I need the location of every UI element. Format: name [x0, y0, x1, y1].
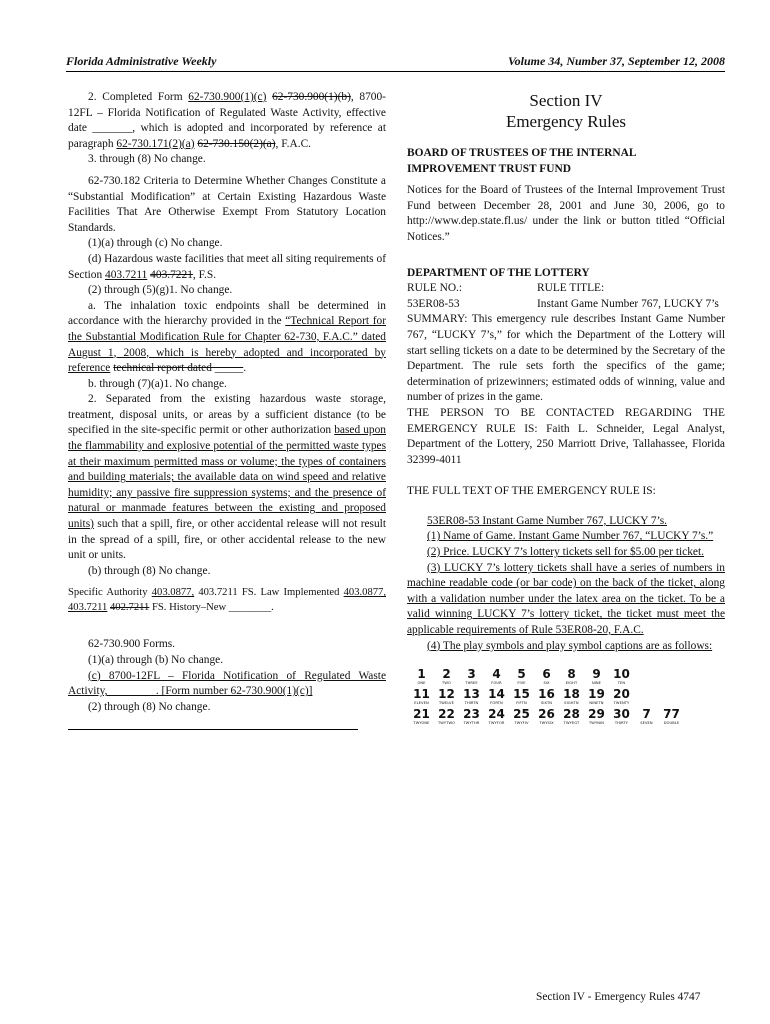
play-symbol — [659, 708, 684, 726]
agency-heading: BOARD OF TRUSTEES OF THE INTERNAL IMPROVEMENT TRUST FUND — [407, 147, 636, 175]
play-symbol-number: 2 — [442, 667, 451, 682]
paragraph: (1)(a) through (c) No change. — [88, 237, 223, 250]
play-symbol — [584, 688, 609, 706]
specific-authority: Specific Authority 403.0877, 403.7211 FS. Law Implemented 403.0877, 403.7211 402.7211 FS. History–New ________. — [68, 587, 386, 614]
play-symbol-number: 29 — [588, 707, 605, 722]
play-symbol — [434, 708, 459, 726]
paragraph: (1)(a) through (b) No change. — [88, 654, 224, 666]
play-symbol — [534, 688, 559, 706]
play-symbol-caption: TWENTY — [613, 701, 630, 706]
play-symbol-number: 21 — [413, 707, 430, 722]
paragraph: 2. Completed Form 62-730.900(1)(c) 62-730.900(1)(b), 8700-12FL – Florida Notification of Regulated Waste Activity, effective date _______, which is adopted and incorporated by reference at paragraph 62-730.171(2)(a) 62-730.150(2)(a), F.A.C. — [68, 91, 386, 150]
play-symbol — [409, 688, 434, 706]
divider — [68, 729, 358, 730]
play-symbol-caption: SIX — [543, 681, 550, 686]
symbol-row — [409, 668, 709, 686]
play-symbol-caption: FIFTN — [516, 701, 527, 706]
play-symbol — [434, 668, 459, 686]
play-symbol-number: 24 — [488, 707, 505, 722]
play-symbol-caption: NINE — [591, 681, 602, 686]
play-symbol-caption: TWELVE — [439, 701, 454, 706]
play-symbol — [609, 668, 634, 686]
play-symbol-number: 11 — [413, 687, 430, 702]
rule-heading: 62-730.182 Criteria to Determine Whether Changes Constitute a “Substantial Modification” at Certain Existing Hazardous Waste Facilities That Are Otherwise Exempt From Statutory Location Standards. — [68, 174, 386, 234]
paragraph: (2) through (5)(g)1. No change. — [88, 284, 233, 297]
summary: SUMMARY: This emergency rule describes Instant Game Number 767, “LUCKY 7’s,” for which the Department of the Lottery will start selling tickets on a date to be determined by the Secretary of the Department. The rule sets forth the specifics of the game; determination of prizewinners; estimated odds of winning, value and number of prizes in the game. — [407, 313, 725, 404]
play-symbol-caption: SEVEN — [640, 721, 653, 726]
play-symbol — [484, 668, 509, 686]
play-symbol-number: 22 — [438, 707, 455, 722]
play-symbol-caption: DOUBLE — [663, 721, 680, 726]
paragraph: (2) Price. LUCKY 7’s lottery tickets sell for $5.00 per ticket. — [427, 546, 705, 559]
play-symbol-number: 13 — [463, 687, 480, 702]
play-symbol-caption: TWYFOR — [488, 721, 505, 726]
right-column — [407, 90, 725, 728]
paragraph: (2) through (8) No change. — [88, 700, 211, 713]
play-symbol-caption: TWYNIN — [589, 721, 604, 726]
section-title: Section IV Emergency Rules — [505, 91, 627, 131]
play-symbol-caption: NINETN — [589, 701, 604, 706]
play-symbol — [584, 668, 609, 686]
play-symbol-number: 28 — [563, 707, 580, 722]
play-symbol-number: 26 — [538, 707, 555, 722]
play-symbol-number: 20 — [613, 687, 630, 702]
play-symbol — [609, 688, 634, 706]
paragraph: 2. Separated from the existing hazardous waste storage, treatment, disposal units, or areas by a sufficient distance (to be specified in the site-specific permit or other authorization based upon the flammability and explosive potential of the permitted waste types at their maximum permitted mass or volume; the types of containers and building materials; the available data on wind speed and relative humidity; any passive fire suppression systems; and the presence of natural or manmade features between the existing and proposed units) such that a spill, fire, or other accidental release will not result in the spread of a spill, fire, or other accidental release to the new unit or units. — [68, 393, 386, 562]
play-symbol-caption: TWYFIV — [514, 721, 529, 726]
play-symbol — [484, 708, 509, 726]
play-symbol — [559, 668, 584, 686]
paragraph: (1) Name of Game. Instant Game Number 767, “LUCKY 7’s.” — [427, 530, 714, 543]
play-symbol-caption: ELEVEN — [414, 701, 429, 706]
play-symbol-caption: FOUR — [491, 681, 502, 686]
play-symbol — [609, 708, 634, 726]
play-symbol-caption: TWYTHR — [463, 721, 480, 726]
rule-label-row: RULE NO.: RULE TITLE: — [407, 282, 605, 295]
paragraph: 53ER08-53 Instant Game Number 767, LUCKY 7’s. — [427, 514, 668, 527]
agency-heading: DEPARTMENT OF THE LOTTERY — [407, 266, 590, 279]
full-text-heading: THE FULL TEXT OF THE EMERGENCY RULE IS: — [407, 485, 656, 498]
volume-info: Volume 34, Number 37, September 12, 2008 — [507, 54, 725, 68]
paragraph: (4) The play symbols and play symbol captions are as follows: — [427, 639, 713, 652]
play-symbol-number: 19 — [588, 687, 605, 702]
play-symbol — [584, 708, 609, 726]
rule-heading: 62-730.900 Forms. — [88, 638, 176, 651]
play-symbol-number: 4 — [492, 667, 501, 682]
play-symbol — [409, 668, 434, 686]
publication-title: Florida Administrative Weekly — [66, 54, 217, 68]
play-symbol-caption: TWYSIX — [539, 721, 554, 726]
paragraph: (d) Hazardous waste facilities that meet all siting requirements of Section 403.7211 403.7221, F.S. — [68, 252, 386, 281]
play-symbol — [634, 708, 659, 726]
play-symbol — [534, 668, 559, 686]
play-symbol-number: 30 — [613, 707, 630, 722]
play-symbol-number: 10 — [613, 667, 630, 682]
play-symbol — [459, 688, 484, 706]
play-symbol — [534, 708, 559, 726]
play-symbol-caption: EIGHTN — [564, 701, 579, 706]
page-header — [66, 54, 725, 72]
paragraph: (3) LUCKY 7’s lottery tickets shall have a series of numbers in machine readable code (or bar code) on the back of the ticket, along with a validation number under the latex area on the ticket. To be a valid winning LUCKY 7’s lottery ticket, the ticket must meet the applicable requirements of Rule 53ER08-20, F.A.C. — [407, 561, 725, 637]
play-symbol-number: 9 — [592, 667, 601, 682]
play-symbol-caption: TWYTWO — [437, 721, 456, 726]
paragraph: a. The inhalation toxic endpoints shall be determined in accordance with the hierarchy provided in the “Technical Report for the Substantial Modification Rule for Chapter 62-730, F.A.C.” dated August 1, 2008, which is hereby adopted and incorporated by reference technical report dated _____. — [68, 299, 386, 375]
left-column — [68, 90, 386, 730]
play-symbol-number: 6 — [542, 667, 551, 682]
play-symbol-caption: THIRTY — [614, 721, 629, 726]
play-symbol-caption: SIXTN — [540, 701, 553, 706]
play-symbol — [509, 668, 534, 686]
play-symbol — [409, 708, 434, 726]
play-symbol-number: 77 — [663, 707, 680, 722]
play-symbol-caption: TWYEGT — [563, 721, 580, 726]
play-symbol-number: 15 — [513, 687, 530, 702]
symbol-row — [409, 708, 709, 726]
play-symbol — [484, 688, 509, 706]
play-symbol-number: 5 — [517, 667, 526, 682]
play-symbol-caption: TWO — [442, 681, 451, 686]
play-symbol — [559, 688, 584, 706]
paragraph: Notices for the Board of Trustees of the Internal Improvement Trust Fund between December 28, 2001 and June 30, 2006, go to http://www.dep.state.fl.us/ under the link or button titled “Official Notices.” — [407, 184, 725, 243]
symbol-row — [409, 688, 709, 706]
page-footer: Section IV - Emergency Rules 4747 — [536, 991, 701, 1003]
play-symbol-number: 12 — [438, 687, 455, 702]
play-symbol-caption: TEN — [617, 681, 626, 686]
play-symbol-caption: THIRTN — [464, 701, 479, 706]
play-symbol-caption: FIVE — [517, 681, 526, 686]
paragraph: (b) through (8) No change. — [88, 564, 211, 577]
play-symbol-number: 23 — [463, 707, 480, 722]
play-symbol — [559, 708, 584, 726]
play-symbol — [459, 668, 484, 686]
play-symbol-number: 18 — [563, 687, 580, 702]
play-symbol — [509, 708, 534, 726]
paragraph: 3. through (8) No change. — [88, 153, 206, 166]
contact: THE PERSON TO BE CONTACTED REGARDING THE EMERGENCY RULE IS: Faith L. Schneider, Legal Analyst, Department of the Lottery, 250 Marriott Drive, Tallahassee, Florida 32399-4011 — [407, 406, 725, 466]
play-symbol-number: 16 — [538, 687, 555, 702]
play-symbol-caption: ONE — [417, 681, 426, 686]
play-symbol-number: 7 — [642, 707, 651, 722]
play-symbol-caption: TWYONE — [413, 721, 430, 726]
paragraph: b. through (7)(a)1. No change. — [88, 377, 227, 390]
play-symbol — [459, 708, 484, 726]
play-symbol-caption: THREE — [465, 681, 478, 686]
play-symbol-number: 1 — [417, 667, 426, 682]
paragraph: (c) 8700-12FL – Florida Notification of Regulated Waste Activity, ________. [Form number 62-730.900(1)(c)] — [68, 669, 386, 698]
play-symbol-number: 25 — [513, 707, 530, 722]
play-symbol-caption: FORTN — [490, 701, 503, 706]
play-symbol — [434, 688, 459, 706]
play-symbols-grid — [409, 668, 709, 726]
play-symbol-caption: EIGHT — [565, 681, 578, 686]
play-symbol-number: 8 — [567, 667, 576, 682]
play-symbol — [509, 688, 534, 706]
rule-value-row: 53ER08-53 Instant Game Number 767, LUCKY 7’s — [407, 297, 719, 310]
play-symbol-number: 3 — [467, 667, 476, 682]
play-symbol-number: 14 — [488, 687, 505, 702]
